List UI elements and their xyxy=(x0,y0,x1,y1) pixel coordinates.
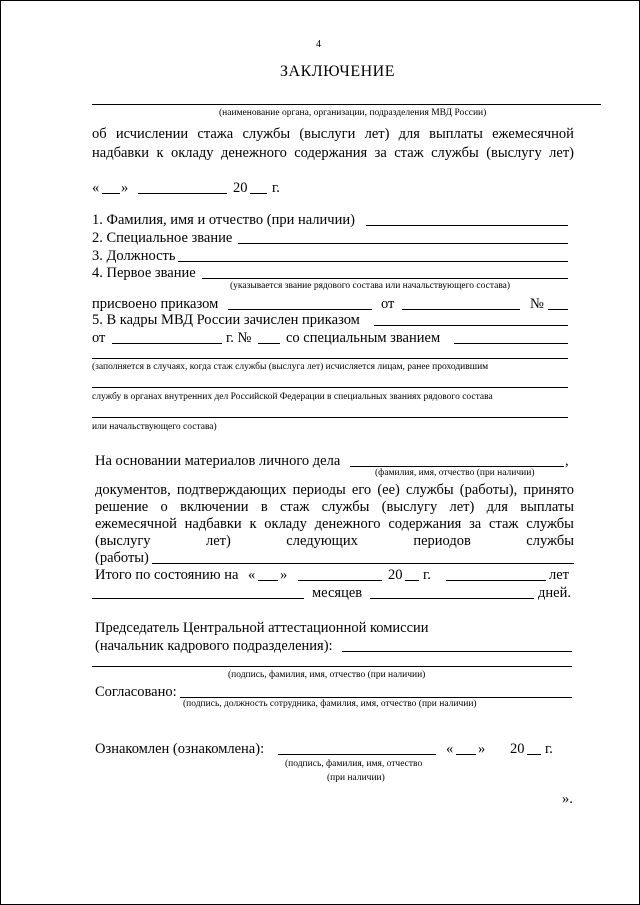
total-label: Итого по состоянию на xyxy=(95,567,239,583)
subject-line-2: надбавки к окладу денежного содержания за стаж службы (выслугу лет) xyxy=(92,145,574,161)
hired-order-field[interactable] xyxy=(374,325,568,326)
total-month-field[interactable] xyxy=(298,580,382,581)
basis-caption: (фамилия, имя, отчество (при наличии) xyxy=(375,468,535,478)
agreed-caption: (подпись, должность сотрудника, фамилия, имя, отчество (при наличии) xyxy=(183,699,477,709)
organ-name-line[interactable] xyxy=(92,104,601,105)
total-months-label: месяцев xyxy=(312,585,363,601)
agreed-signature-field[interactable] xyxy=(180,697,572,698)
acquainted-year-prefix: 20 xyxy=(510,741,525,757)
total-days-label: дней. xyxy=(538,585,571,601)
acquainted-caption-2: (при наличии) xyxy=(327,773,385,783)
date-month-field[interactable] xyxy=(138,193,227,194)
acquainted-day-field[interactable] xyxy=(456,754,476,755)
date-year-suffix: г. xyxy=(272,180,280,196)
fio-field[interactable] xyxy=(366,225,568,226)
total-years-field[interactable] xyxy=(446,580,546,581)
acquainted-signature-field[interactable] xyxy=(278,754,436,755)
date-open-quote: « xyxy=(92,180,100,196)
basis-comma: , xyxy=(565,453,569,469)
acquainted-end: ». xyxy=(562,791,573,807)
first-rank-field[interactable] xyxy=(202,278,568,279)
total-year-suffix: г. xyxy=(423,567,431,583)
acquainted-year-field[interactable] xyxy=(527,754,541,755)
assigned-date-field[interactable] xyxy=(402,309,520,310)
position-field[interactable] xyxy=(178,261,568,262)
total-years-label: лет xyxy=(549,567,570,583)
subject-line-1: об исчислении стажа службы (выслуги лет) для выплаты ежемесячной xyxy=(92,126,574,142)
organ-caption: (наименование органа, организации, подразделения МВД России) xyxy=(219,108,487,118)
hired-label: 5. В кадры МВД России зачислен приказом xyxy=(92,312,360,328)
date-year-field[interactable] xyxy=(250,193,267,194)
chairman-caption: (подпись, фамилия, имя, отчество (при наличии) xyxy=(228,670,426,680)
hired-from-label: от xyxy=(92,330,106,346)
assigned-from-label: от xyxy=(381,296,395,312)
chairman-name-field[interactable] xyxy=(342,651,572,652)
date-day-field[interactable] xyxy=(102,193,120,194)
assigned-number-sign: № xyxy=(530,296,544,312)
hired-number-field[interactable] xyxy=(258,343,280,344)
chairman-line-1: Председатель Центральной аттестационной комиссии xyxy=(95,620,429,636)
basis-line-4: (выслугу лет) следующих периодов службы xyxy=(95,533,574,549)
total-months-field[interactable] xyxy=(370,598,534,599)
note-field-line-1[interactable] xyxy=(92,358,568,359)
assigned-number-field[interactable] xyxy=(548,309,568,310)
acquainted-caption-1: (подпись, фамилия, имя, отчество xyxy=(285,759,423,769)
basis-line-5: (работы) xyxy=(95,550,149,566)
date-year-prefix: 20 xyxy=(233,180,248,196)
note-line-2: службу в органах внутренних дел Российской Федерации в специальных званиях рядового состава xyxy=(92,392,493,402)
acquainted-year-suffix: г. xyxy=(545,741,553,757)
note-line-1: (заполняется в случаях, когда стаж службы (выслуга лет) исчисляется лицам, ранее проходившим xyxy=(92,362,489,372)
hired-date-field[interactable] xyxy=(112,343,222,344)
chairman-line-2: (начальник кадрового подразделения): xyxy=(95,638,333,654)
basis-line-3: ежемесячной надбавки к окладу денежного содержания за стаж службы xyxy=(95,516,574,532)
date-close-quote: » xyxy=(121,180,129,196)
note-field-line-2[interactable] xyxy=(92,387,568,388)
total-close-quote: » xyxy=(280,567,288,583)
item-rank-label: 2. Специальное звание xyxy=(92,230,233,246)
rank-field[interactable] xyxy=(238,243,568,244)
basis-line-2: решение о включении в стаж службы (выслугу лет) для выплаты xyxy=(95,499,574,515)
basis-line-1: документов, подтверждающих периоды его (ее) службы (работы), принято xyxy=(95,482,574,498)
first-rank-caption: (указывается звание рядового состава или начальствующего состава) xyxy=(230,281,511,291)
item-position-label: 3. Должность xyxy=(92,248,176,264)
assigned-order-field[interactable] xyxy=(228,309,372,310)
hired-rank-label: со специальным званием xyxy=(286,330,441,346)
hired-rank-field[interactable] xyxy=(454,343,568,344)
document-title: ЗАКЛЮЧЕНИЕ xyxy=(280,63,395,80)
total-open-quote: « xyxy=(248,567,256,583)
assigned-by-order-label: присвоено приказом xyxy=(92,296,219,312)
hired-year-label: г. № xyxy=(226,330,252,346)
total-years-count-field[interactable] xyxy=(92,598,304,599)
acquainted-close-quote: » xyxy=(478,741,486,757)
periods-field[interactable] xyxy=(152,563,574,564)
total-year-field[interactable] xyxy=(405,580,419,581)
page-number: 4 xyxy=(316,39,321,50)
chairman-signature-field[interactable] xyxy=(92,666,572,667)
personal-file-field[interactable] xyxy=(350,466,564,467)
item-fio-label: 1. Фамилия, имя и отчество (при наличии) xyxy=(92,212,355,228)
acquainted-open-quote: « xyxy=(446,741,454,757)
total-year-prefix: 20 xyxy=(388,567,403,583)
basis-intro: На основании материалов личного дела xyxy=(95,453,341,469)
note-line-3: или начальствующего состава) xyxy=(92,422,217,432)
acquainted-label: Ознакомлен (ознакомлена): xyxy=(95,741,265,757)
agreed-label: Согласовано: xyxy=(95,684,177,700)
total-day-field[interactable] xyxy=(258,580,278,581)
note-field-line-3[interactable] xyxy=(92,417,568,418)
item-first-rank-label: 4. Первое звание xyxy=(92,265,196,281)
